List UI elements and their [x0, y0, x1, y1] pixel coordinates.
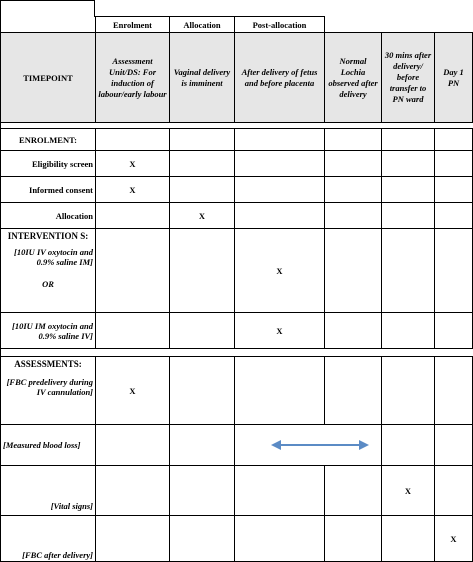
cell-intervention-a: [1, 229, 96, 313]
mark-intervention-b: X: [235, 313, 325, 349]
phase-enrolment: Enrolment: [96, 17, 170, 33]
col-header-day1-pn: Day 1 PN: [435, 33, 473, 123]
row-fbc-after: [1, 516, 473, 562]
row-enrolment: [1, 129, 473, 151]
label-blood-loss: [Measured blood loss]: [1, 425, 96, 466]
row-intervention-b: [1, 313, 473, 349]
phase-allocation: Allocation: [170, 17, 235, 33]
timepoint-label: TIMEPOINT: [1, 33, 96, 123]
row-intervention-a: [1, 229, 473, 313]
mark-vitals: X: [382, 466, 435, 516]
mark-eligibility-enrolment: X: [96, 151, 170, 177]
mark-fbc-after: X: [435, 516, 473, 562]
col-header-30-mins: 30 mins after delivery/ before transfer to PN ward: [382, 33, 435, 123]
label-intervention-a: [10IU IV oxytocin and 0.9% saline IM]: [14, 247, 93, 267]
row-blood-loss: [1, 425, 473, 466]
row-fbc-pre: [1, 357, 473, 425]
section-interventions: INTERVENTION S:: [7, 231, 89, 241]
row-vitals: [1, 466, 473, 516]
phase-blank: [1, 17, 96, 33]
spacer-row: [1, 349, 473, 357]
mark-allocation: X: [170, 203, 235, 229]
label-fbc-pre: [FBC predelivery during IV cannulation]: [6, 377, 93, 397]
spirit-schedule-table: [0, 16, 473, 562]
top-left-blank-cell: [0, 0, 95, 17]
label-eligibility: Eligibility screen: [1, 151, 96, 177]
col-header-after-delivery: After delivery of fetus and before placenta: [235, 33, 325, 123]
label-vitals: [Vital signs]: [1, 466, 96, 516]
row-eligibility: [1, 151, 473, 177]
cell-blood-loss-arrow: [235, 425, 382, 466]
mark-consent-enrolment: X: [96, 177, 170, 203]
phase-row: [1, 17, 473, 33]
label-or: OR: [42, 279, 54, 289]
double-arrow-icon: [235, 425, 382, 465]
phase-blank: [325, 17, 382, 33]
label-intervention-b: [10IU IM oxytocin and 0.9% saline IV]: [1, 313, 96, 349]
section-enrolment: ENROLMENT:: [1, 129, 96, 151]
label-allocation: Allocation: [1, 203, 96, 229]
phase-post-allocation: Post-allocation: [235, 17, 325, 33]
row-allocation: [1, 203, 473, 229]
phase-blank: [382, 17, 435, 33]
mark-fbc-pre: X: [96, 357, 170, 425]
timepoint-header-row: [1, 33, 473, 123]
col-header-vaginal-delivery: Vaginal delivery is imminent: [170, 33, 235, 123]
label-fbc-after: [FBC after delivery]: [1, 516, 96, 562]
cell-fbc-pre: [1, 357, 96, 425]
section-assessments: ASSESSMENTS:: [14, 359, 82, 369]
col-header-assessment-unit: Assessment Unit/DS: For induction of labour/early labour: [96, 33, 170, 123]
label-consent: Informed consent: [1, 177, 96, 203]
row-consent: [1, 177, 473, 203]
phase-blank: [435, 17, 473, 33]
mark-intervention-a: X: [235, 229, 325, 313]
col-header-normal-lochia: Normal Lochia observed after delivery: [325, 33, 382, 123]
